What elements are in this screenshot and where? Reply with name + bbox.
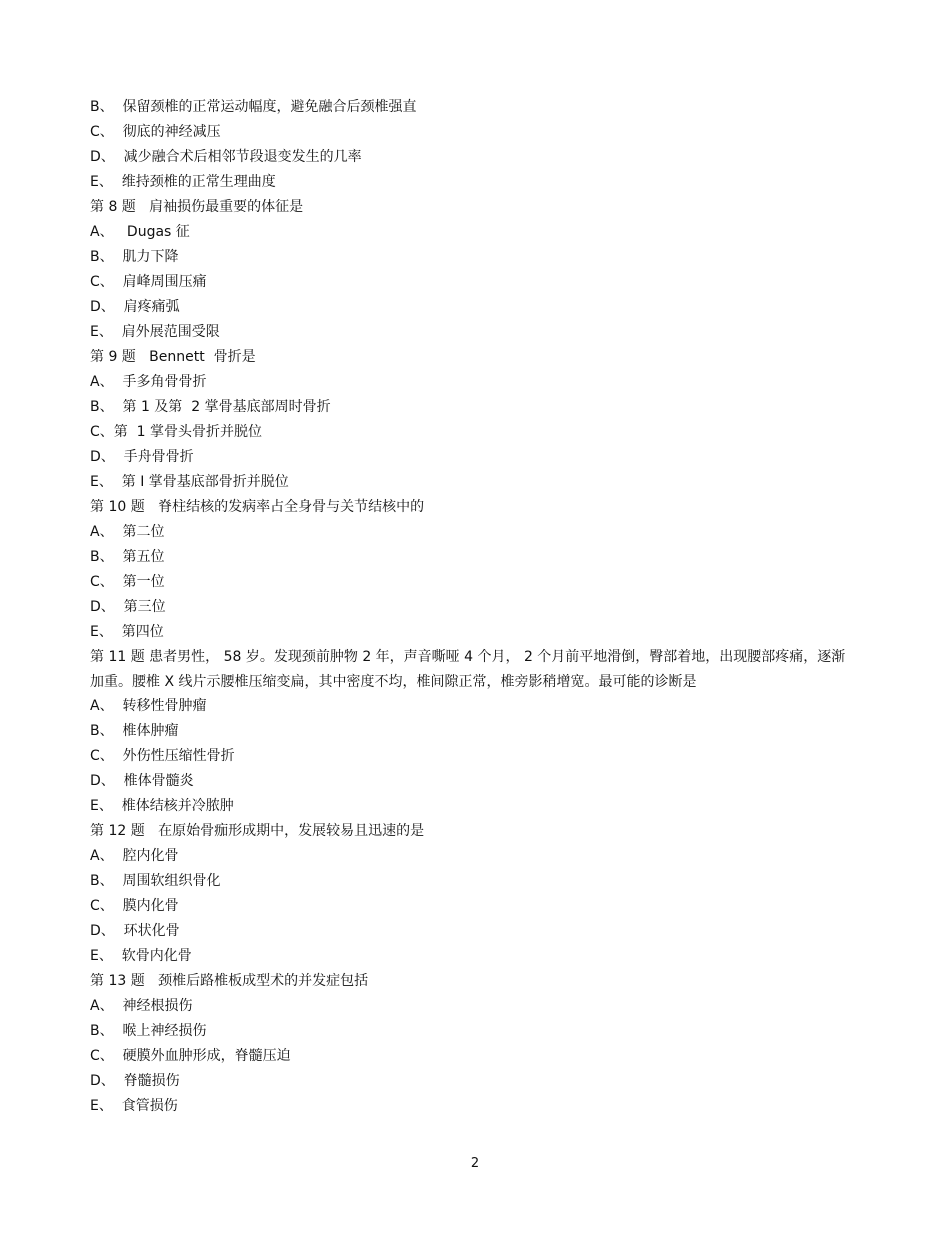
option-q10-a: A、 第二位	[90, 524, 165, 540]
page-number: 2	[470, 1156, 480, 1171]
option-q13-d: D、 脊髓损伤	[90, 1073, 180, 1089]
option-q11-d: D、 椎体骨髓炎	[90, 773, 194, 789]
option-q11-a: A、 转移性骨肿瘤	[90, 698, 207, 714]
option-q10-b: B、 第五位	[90, 549, 165, 565]
option-q9-a: A、 手多角骨骨折	[90, 374, 207, 390]
option-q8-b: B、 肌力下降	[90, 249, 179, 265]
option-q13-a: A、 神经根损伤	[90, 998, 193, 1014]
option-q8-a: A、 Dugas 征	[90, 224, 190, 240]
option-q9-c: C、第 1 掌骨头骨折并脱位	[90, 424, 263, 440]
option-q10-c: C、 第一位	[90, 574, 165, 590]
option-q11-c: C、 外伤性压缩性骨折	[90, 748, 235, 764]
option-q7-e: E、 维持颈椎的正常生理曲度	[90, 174, 276, 190]
question-12: 第 12 题 在原始骨痂形成期中，发展较易且迅速的是	[90, 823, 425, 839]
option-q9-d: D、 手舟骨骨折	[90, 449, 194, 465]
option-q10-d: D、 第三位	[90, 599, 166, 615]
option-q7-d: D、 减少融合术后相邻节段退变发生的几率	[90, 149, 362, 165]
page-content	[90, 95, 850, 1119]
option-q12-e: E、 软骨内化骨	[90, 948, 192, 964]
option-q9-e: E、 第 I 掌骨基底部骨折并脱位	[90, 474, 289, 490]
option-q12-d: D、 环状化骨	[90, 923, 180, 939]
option-q10-e: E、 第四位	[90, 624, 164, 640]
option-q12-a: A、 腔内化骨	[90, 848, 179, 864]
option-q8-e: E、 肩外展范围受限	[90, 324, 220, 340]
option-q12-c: C、 膜内化骨	[90, 898, 179, 914]
option-q8-c: C、 肩峰周围压痛	[90, 274, 207, 290]
option-q7-b: B、 保留颈椎的正常运动幅度，避免融合后颈椎强直	[90, 99, 417, 115]
option-q13-c: C、 硬膜外血肿形成，脊髓压迫	[90, 1048, 291, 1064]
question-10: 第 10 题 脊柱结核的发病率占全身骨与关节结核中的	[90, 499, 425, 515]
question-11: 第 11 题 患者男性， 58 岁。发现颈前肿物 2 年，声音嘶哑 4 个月， 2 个月前平地滑倒，臀部着地，出现腰部疼痛，逐渐加重。腰椎 X 线片示腰椎压缩变扁，其中密度不均，椎间隙正常，椎旁影稍增宽。最可能的诊断是	[90, 649, 846, 690]
question-9: 第 9 题 Bennett 骨折是	[90, 349, 256, 365]
option-q9-b: B、 第 1 及第 2 掌骨基底部周时骨折	[90, 399, 331, 415]
option-q12-b: B、 周围软组织骨化	[90, 873, 221, 889]
question-8: 第 8 题 肩袖损伤最重要的体征是	[90, 199, 304, 215]
option-q13-e: E、 食管损伤	[90, 1098, 178, 1114]
option-q13-b: B、 喉上神经损伤	[90, 1023, 207, 1039]
option-q11-b: B、 椎体肿瘤	[90, 723, 179, 739]
option-q11-e: E、 椎体结核并冷脓肿	[90, 798, 234, 814]
option-q7-c: C、 彻底的神经减压	[90, 124, 221, 140]
question-13: 第 13 题 颈椎后路椎板成型术的并发症包括	[90, 973, 369, 989]
option-q8-d: D、 肩疼痛弧	[90, 299, 180, 315]
